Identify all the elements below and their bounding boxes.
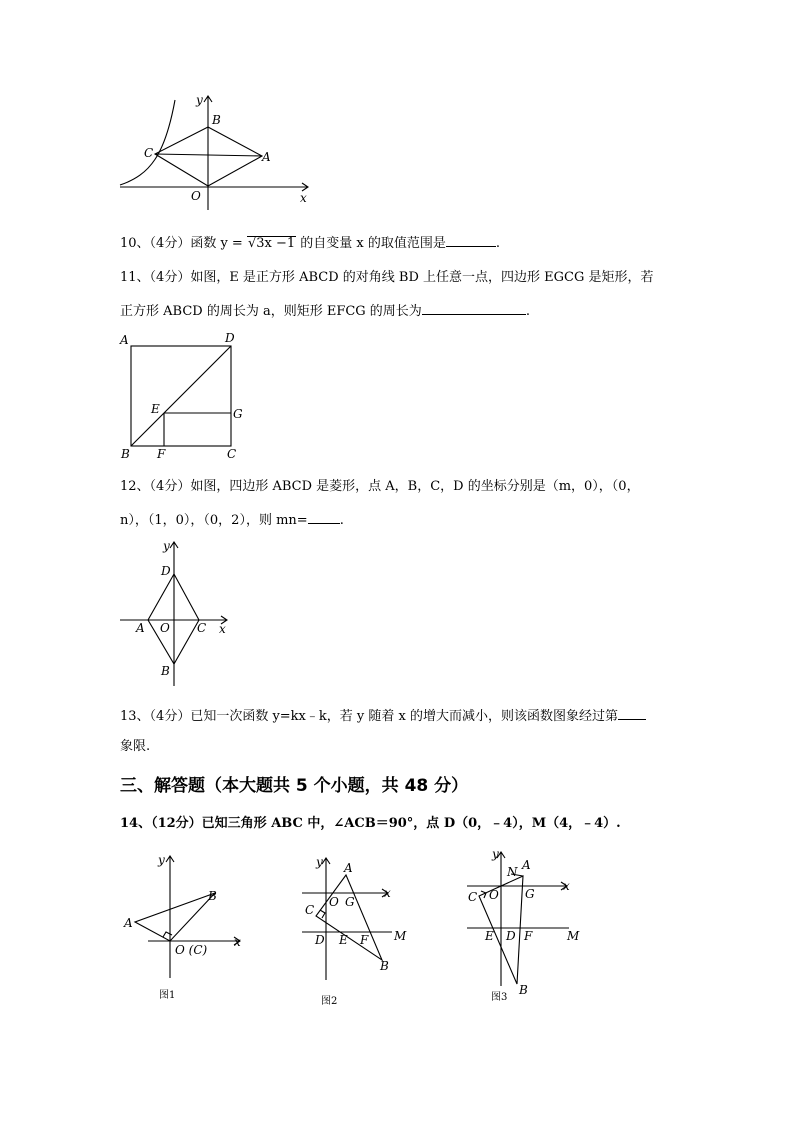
fig14-2-label-a: A <box>344 861 353 875</box>
fig14-3-label-n: N <box>507 865 518 879</box>
q13-line1-text: 13、（4分）已知一次函数 y=kx﹣k，若 y 随着 x 的增大而减小，则该函数图象经过第 <box>120 709 618 724</box>
q12-end: . <box>339 513 344 528</box>
figure-q14-3 <box>465 846 585 1004</box>
fig14-1-label-y: y <box>158 853 165 867</box>
q11-line2-text: 正方形 ABCD 的周长为 a，则矩形 EFCG 的周长为 <box>120 304 422 319</box>
question-14: 14、（12分）已知三角形 ABC 中，∠ACB＝90°，点 D（0，﹣4），M（4，﹣4）. <box>120 816 621 831</box>
q10-suffix: 的自变量 x 的取值范围是 <box>296 236 446 251</box>
figure-q12-rhombus <box>115 538 245 688</box>
fig14-2-label-x: x <box>384 886 391 900</box>
question-12-line2 <box>120 511 344 529</box>
figure-q14-2 <box>298 852 418 1010</box>
fig14-2-label-o: O <box>329 895 339 909</box>
q12-answer-blank <box>308 511 340 524</box>
fig12-label-a: A <box>136 621 145 635</box>
figure-q9-rhombus <box>110 90 320 215</box>
fig11-label-e: E <box>151 402 160 416</box>
fig14-2-label-e: E <box>339 933 348 947</box>
fig14-3-label-y: y <box>492 847 499 861</box>
fig14-2-label-y: y <box>316 855 323 869</box>
fig14-2-label-g: G <box>345 895 355 909</box>
question-11-line2 <box>120 302 530 320</box>
fig14-2-label-f: F <box>360 933 369 947</box>
section-3-heading: 三、解答题（本大题共 5 个小题，共 48 分） <box>120 776 469 796</box>
fig14-3-label-e: E <box>485 929 494 943</box>
figure-q14-1 <box>118 850 248 1000</box>
question-12-line1: 12、（4分）如图，四边形 ABCD 是菱形，点 A，B，C，D 的坐标分别是（m，0），（0， <box>120 479 640 494</box>
figure-q11-square <box>115 330 255 462</box>
fig12-label-x: x <box>219 622 226 636</box>
fig11-label-g: G <box>233 407 243 421</box>
q13-answer-blank <box>618 707 646 720</box>
fig9-label-y: y <box>196 93 203 107</box>
fig14-2-label-d: D <box>315 933 325 947</box>
fig14-3-label-f: F <box>524 929 533 943</box>
fig12-label-o: O <box>160 621 170 635</box>
q10-answer-blank <box>446 234 496 247</box>
fig14-3-label-b: B <box>519 983 528 997</box>
fig11-label-b: B <box>121 447 130 461</box>
q10-prefix: 10、（4分）函数 y = <box>120 236 247 251</box>
fig14-3-label-g: G <box>525 887 535 901</box>
q12-line2-text: n），（1，0），（0，2），则 mn= <box>120 513 308 528</box>
fig14-2-label-m: M <box>394 929 407 943</box>
q11-end: . <box>525 304 530 319</box>
fig14-3-caption: 图3 <box>491 992 508 1003</box>
fig14-1-label-x: x <box>234 935 241 949</box>
fig14-3-label-x: x <box>563 879 570 893</box>
fig11-label-c: C <box>227 447 237 461</box>
fig9-label-a: A <box>262 150 271 164</box>
fig14-1-label-b: B <box>208 889 217 903</box>
question-13-line2: 象限. <box>120 739 151 754</box>
question-10 <box>120 234 500 252</box>
fig14-3-label-a: A <box>522 858 531 872</box>
fig12-label-c: C <box>197 621 207 635</box>
fig14-1-label-a: A <box>124 916 133 930</box>
fig14-3-label-o: O <box>489 888 499 902</box>
fig11-label-f: F <box>157 447 166 461</box>
fig14-2-label-c: C <box>305 903 315 917</box>
q10-radical: √3x −1 <box>247 236 296 251</box>
question-11-line1: 11、（4分）如图，E 是正方形 ABCD 的对角线 BD 上任意一点，四边形 EGCG 是矩形，若 <box>120 270 654 285</box>
fig14-1-caption: 图1 <box>159 990 176 1000</box>
q10-radical-content: 3x −1 <box>256 236 296 251</box>
fig12-label-b: B <box>161 664 170 678</box>
fig14-2-caption: 图2 <box>321 996 338 1007</box>
fig12-label-y: y <box>163 539 170 553</box>
question-13-line1 <box>120 707 646 725</box>
fig9-label-c: C <box>144 146 154 160</box>
fig11-label-d: D <box>225 331 235 345</box>
fig11-label-a: A <box>120 333 129 347</box>
fig14-3-label-m: M <box>567 929 580 943</box>
fig14-2-label-b: B <box>380 959 389 973</box>
q11-answer-blank <box>422 302 526 315</box>
fig14-3-label-d: D <box>506 929 516 943</box>
q10-end: . <box>495 236 501 251</box>
fig14-1-label-o: O (C) <box>175 943 208 957</box>
fig9-label-o: O <box>191 189 201 203</box>
fig9-label-x: x <box>300 191 307 205</box>
fig14-3-label-c: C <box>468 890 478 904</box>
fig9-label-b: B <box>212 113 221 127</box>
fig12-label-d: D <box>161 564 171 578</box>
